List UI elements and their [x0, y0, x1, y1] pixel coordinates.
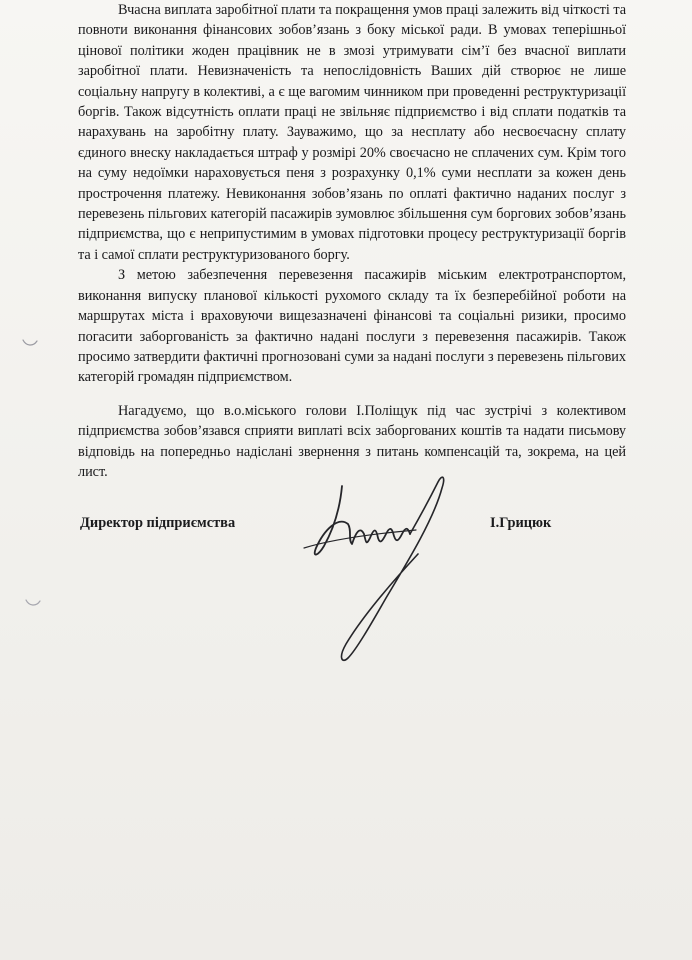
signatory-name: І.Грицюк	[490, 515, 552, 531]
punch-mark	[21, 338, 39, 348]
paragraph-wage-payment: Вчасна виплата заробітної плати та покращення умов праці залежить від чіткості та повноти виконання фінансових зобов’язань з боку міської ради. В умовах теперішньої цінової політики жоден працівник не в змозі утримувати сім’ї без вчасної виплати заробітної плати. Невизначеність та непослідовність Ваших дій створює не лише соціальну напругу в колективі, а є ще вагомим чинником при проведенні реструктуризації боргів. Також відсутність оплати праці не звільняє підприємство і від сплати податків та нарахувань на заробітну плату. Зауважимо, що за несплату або несвоєчасну сплату єдиного внеску накладається штраф у розмірі 20% своєчасно не сплачених сум. Крім того на суму недоїмки нараховується пеня з розрахунку 0,1% суми несплати за кожен день прострочення платежу. Невиконання зобов’язань по оплаті фактично наданих послуг з перевезень пільгових категорій пасажирів зумовлює збільшення сум боргових зобов’язань підприємства, що є неприпустимим в умовах підготовки процесу реструктуризації боргів та і самої сплати реструктуризованого боргу.	[78, 2, 626, 263]
letter-body	[78, 0, 626, 482]
signatory-title: Директор підприємства	[80, 515, 236, 531]
punch-mark	[24, 598, 42, 608]
paragraph-reminder: Нагадуємо, що в.о.міського голови І.Поліщук під час зустрічі з колективом підприємства зобов’язався сприяти виплаті всіх заборгованих коштів та надати письмову відповідь на попередньо надіслані звернення з питань компенсацій та, зокрема, на цей лист.	[78, 402, 626, 480]
paragraph-request: З метою забезпечення перевезення пасажирів міським електротранспортом, виконання випуску планової кількості рухомого складу та їх безперебійної роботи на маршрутах міста і враховуючи вищезазначені фінансові та соціальні ризики, просимо погасити заборгованість за фактично надані послуги з перевезення пасажирів. Також просимо затвердити фактичні прогнозовані суми за надані послуги з перевезень пільгових категорій громадян підприємством.	[78, 267, 626, 386]
handwritten-signature	[290, 468, 470, 668]
